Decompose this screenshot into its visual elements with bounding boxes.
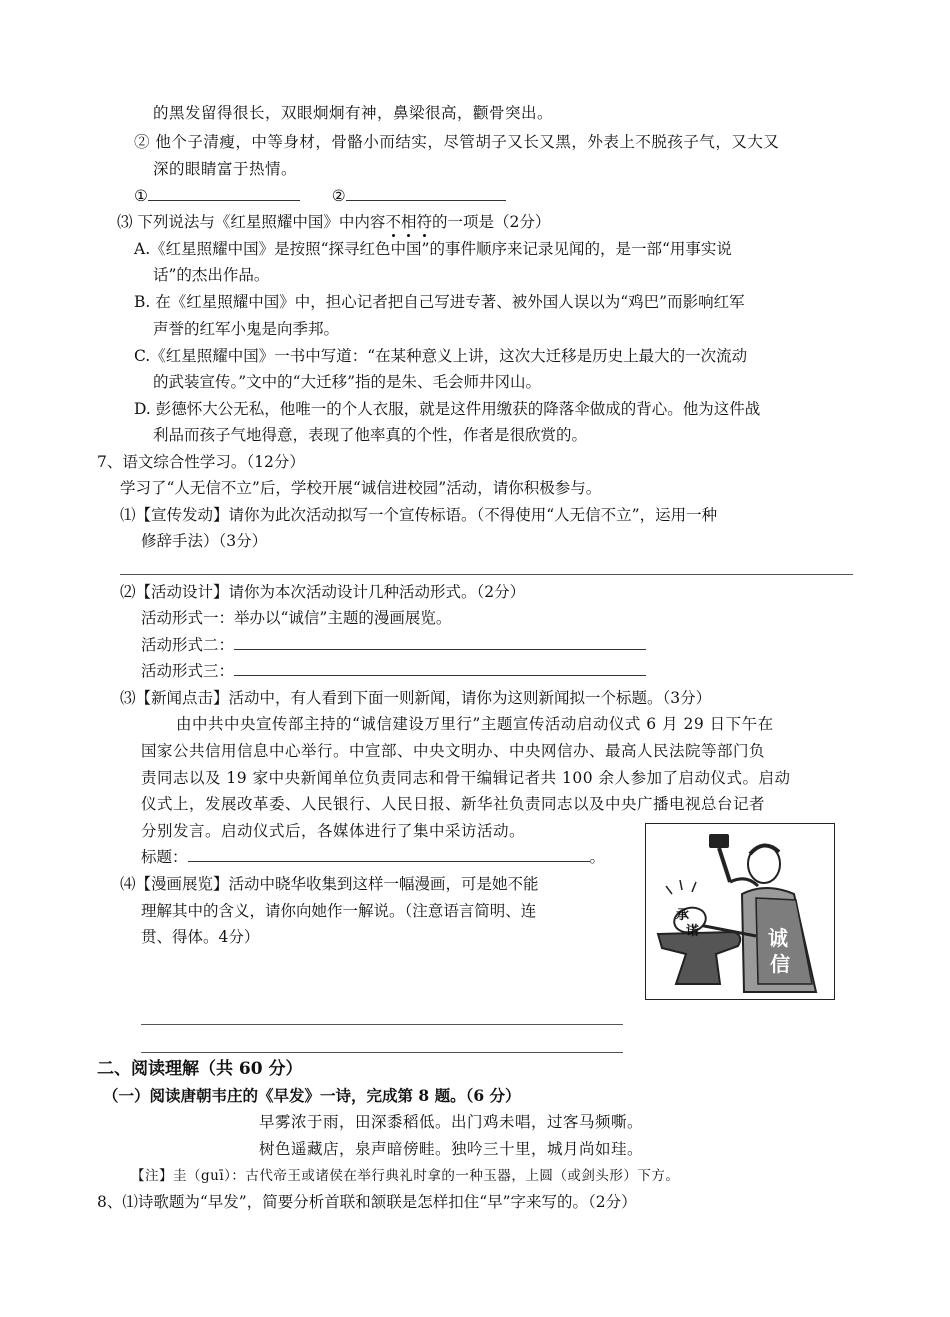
desc-line-1: 的黑发留得很长，双眼炯炯有神，鼻梁很高，颧骨突出。 bbox=[153, 104, 554, 122]
cartoon-label-honesty-2: 信 bbox=[770, 952, 790, 976]
news-line-4: 仪式上，发展改革委、人民银行、人民日报、新华社负责同志以及中央广播电视总台记者 bbox=[141, 795, 766, 813]
q7-2: ⑵【活动设计】请你为本次活动设计几种活动形式。（2分） bbox=[120, 583, 526, 601]
cartoon-label-promise-2: 诺 bbox=[686, 924, 700, 939]
poem-line-1: 早雾浓于雨，田深黍稻低。出门鸡未唱，过客马频嘶。 bbox=[259, 1113, 644, 1131]
cartoon-answer-line-2[interactable] bbox=[141, 1052, 623, 1053]
q7-1-line-1: ⑴【宣传发动】请你为此次活动拟写一个宣传标语。（不得使用“人无信不立”，运用一种 bbox=[120, 506, 718, 524]
cartoon-label-promise-1: 承 bbox=[676, 908, 690, 923]
q7-1-line-2: 修辞手法）（3分） bbox=[141, 532, 268, 550]
part-2-subheading: （一）阅读唐朝韦庄的《早发》一诗，完成第 8 题。（6 分） bbox=[103, 1086, 521, 1105]
poem-line-2: 树色遥藏店，泉声暗傍畦。独吟三十里，城月尚如珪。 bbox=[259, 1140, 644, 1158]
desc-item-2-line-1: ② 他个子清瘦，中等身材，骨骼小而结实，尽管胡子又长又黑，外表上不脱孩子气，又大又 bbox=[134, 133, 780, 151]
option-c-line-1: C.《红星照耀中国》一书中写道：“在某种意义上讲，这次大迁移是历史上最大的一次流动 bbox=[134, 347, 748, 365]
q7-4-line-3: 贯、得体。4分） bbox=[141, 928, 260, 946]
emphasis-dot-char: 相 bbox=[400, 213, 417, 231]
activity-form-2-blank[interactable] bbox=[234, 635, 646, 650]
q7-4-line-1: ⑷【漫画展览】活动中晓华收集到这样一幅漫画，可是她不能 bbox=[120, 875, 539, 893]
answer-1-blank[interactable] bbox=[148, 186, 300, 201]
news-line-3: 责同志以及 19 家中央新闻单位负责同志和骨干编辑记者共 100 余人参加了启动仪式。启动 bbox=[141, 769, 791, 787]
emphasis-dot-char: 不 bbox=[385, 213, 401, 231]
news-title-label: 标题： bbox=[141, 848, 188, 866]
option-c-line-2: 的武装宣传。”文中的“大迁移”指的是朱、毛会师井冈山。 bbox=[153, 373, 542, 391]
blacksmith-cartoon-image bbox=[646, 824, 834, 999]
q6-3-stem-pre: ⑶ 下列说法与《红星照耀中国》中内容 bbox=[117, 213, 386, 231]
answer-2-blank[interactable] bbox=[346, 186, 506, 201]
part-2-heading: 二、阅读理解（共 60 分） bbox=[97, 1059, 303, 1079]
q6-3-stem bbox=[117, 212, 550, 232]
answer-blanks bbox=[134, 186, 506, 206]
news-line-1: 由中共中央宣传部主持的“诚信建设万里行”主题宣传活动启动仪式 6 月 29 日下午在 bbox=[176, 715, 774, 733]
answer-2-label: ② bbox=[331, 187, 346, 205]
option-a-line-1: A.《红星照耀中国》是按照“探寻红色中国”的事件顺序来记录见闻的，是一部“用事实说 bbox=[134, 240, 732, 258]
q8-1: 8、⑴诗歌题为“早发”，简要分析首联和颔联是怎样扣住“早”字来写的。（2分） bbox=[97, 1193, 637, 1211]
q7-intro: 学习了“人无信不立”后，学校开展“诚信进校园”活动，请你积极参与。 bbox=[120, 479, 602, 497]
option-b-line-1: B. 在《红星照耀中国》中，担心记者把自己写进专著、被外国人误以为“鸡巴”而影响红军 bbox=[134, 293, 745, 311]
activity-form-2-label: 活动形式二： bbox=[141, 636, 235, 654]
cartoon-answer-line-1[interactable] bbox=[141, 1024, 623, 1025]
activity-form-2 bbox=[141, 635, 646, 655]
news-title-blank[interactable] bbox=[188, 847, 590, 862]
option-b-line-2: 声誉的红军小鬼是向季邦。 bbox=[153, 320, 340, 338]
activity-form-3-label: 活动形式三： bbox=[141, 662, 235, 680]
q7-title: 7、语文综合性学习。（12分） bbox=[97, 453, 305, 471]
activity-form-3-blank[interactable] bbox=[234, 661, 646, 676]
answer-1-label: ① bbox=[134, 187, 148, 205]
news-line-2: 国家公共信用信息中心举行。中宣部、中央文明办、中央网信办、最高人民法院等部门负 bbox=[141, 742, 766, 760]
q7-4-line-2: 理解其中的含义，请你向她作一解说。（注意语言简明、连 bbox=[141, 902, 537, 920]
activity-form-3 bbox=[141, 661, 646, 681]
option-d-line-2: 利品而孩子气地得意，表现了他率真的个性，作者是很欣赏的。 bbox=[153, 426, 588, 444]
option-d-line-1: D. 彭德怀大公无私，他唯一的个人衣服，就是这件用缴获的降落伞做成的背心。他为这件战 bbox=[134, 400, 761, 418]
emphasis-dot-char: 符 bbox=[416, 213, 432, 231]
activity-form-1: 活动形式一：举办以“诚信”主题的漫画展览。 bbox=[141, 609, 452, 627]
poem-note: 【注】圭（guī）：古代帝王或诸侯在举行典礼时拿的一种玉器，上圆（或剑头形）下方。 bbox=[131, 1168, 680, 1184]
cartoon-label-honesty-1: 诚 bbox=[768, 926, 788, 950]
news-title-row bbox=[141, 847, 605, 867]
integrity-cartoon bbox=[645, 823, 835, 1000]
news-title-end: 。 bbox=[589, 848, 606, 866]
q7-3: ⑶【新闻点击】活动中，有人看到下面一则新闻，请你为这则新闻拟一个标题。（3分） bbox=[120, 689, 712, 707]
slogan-answer-line[interactable] bbox=[120, 574, 853, 575]
q6-3-stem-post: 的一项是（2分） bbox=[431, 213, 551, 231]
desc-item-2-line-2: 深的眼睛富于热情。 bbox=[153, 160, 298, 178]
option-a-line-2: 话”的杰出作品。 bbox=[153, 266, 270, 284]
news-line-5: 分别发言。启动仪式后，各媒体进行了集中采访活动。 bbox=[141, 822, 526, 840]
